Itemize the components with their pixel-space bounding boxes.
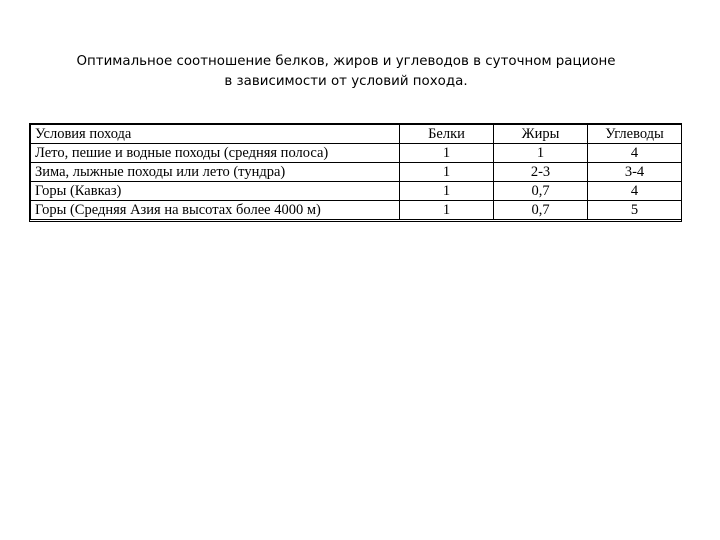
cell-fats: 0,7: [494, 182, 588, 201]
title-line-1: Оптимальное соотношение белков, жиров и углеводов в суточном рационе: [76, 54, 616, 69]
nutrition-ratio-table: [30, 124, 682, 220]
cell-carbs: 3-4: [588, 163, 682, 182]
cell-condition: Зима, лыжные походы или лето (тундра): [31, 163, 400, 182]
page-title: [0, 52, 692, 92]
table-row: [31, 163, 682, 182]
cell-proteins: 1: [400, 201, 494, 220]
cell-proteins: 1: [400, 163, 494, 182]
cell-carbs: 4: [588, 144, 682, 163]
header-conditions: Условия похода: [31, 125, 400, 144]
table-row: [31, 182, 682, 201]
cell-fats: 2-3: [494, 163, 588, 182]
cell-fats: 0,7: [494, 201, 588, 220]
header-fats: Жиры: [494, 125, 588, 144]
cell-condition: Горы (Кавказ): [31, 182, 400, 201]
cell-fats: 1: [494, 144, 588, 163]
cell-carbs: 4: [588, 182, 682, 201]
cell-proteins: 1: [400, 144, 494, 163]
cell-proteins: 1: [400, 182, 494, 201]
cell-carbs: 5: [588, 201, 682, 220]
cell-condition: Лето, пешие и водные походы (средняя полоса): [31, 144, 400, 163]
table-row: [31, 144, 682, 163]
header-proteins: Белки: [400, 125, 494, 144]
cell-condition: Горы (Средняя Азия на высотах более 4000 м): [31, 201, 400, 220]
header-carbs: Углеводы: [588, 125, 682, 144]
title-line-2: в зависимости от условий похода.: [224, 74, 468, 89]
table-row: [31, 201, 682, 220]
table-header-row: [31, 125, 682, 144]
